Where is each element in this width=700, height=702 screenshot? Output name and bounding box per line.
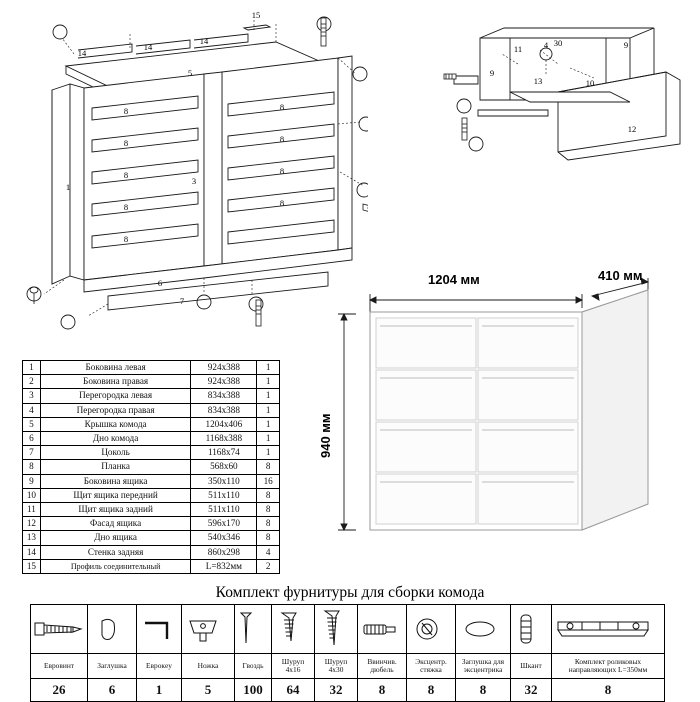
leg-icon	[182, 605, 235, 654]
part-number: 9	[23, 474, 41, 488]
svg-text:8: 8	[123, 170, 129, 180]
part-size: 1204х406	[191, 417, 257, 431]
parts-table	[22, 360, 280, 574]
product-dimension-illustration	[310, 268, 690, 568]
table-row	[23, 361, 280, 375]
part-number: 14	[23, 545, 41, 559]
svg-text:5: 5	[187, 68, 193, 78]
svg-text:11: 11	[513, 44, 523, 54]
part-qty: 8	[257, 517, 280, 531]
part-size: 1168х388	[191, 432, 257, 446]
table-row	[23, 432, 280, 446]
hardware-count: 100	[235, 679, 272, 702]
hardware-label-line2: стяжка	[420, 665, 442, 674]
slide-rail-icon	[552, 605, 665, 654]
hardware-count: 8	[552, 679, 665, 702]
hardware-label	[456, 654, 511, 679]
hardware-label: Еврокey	[137, 654, 182, 679]
part-name: Планка	[40, 460, 191, 474]
part-qty: 1	[257, 417, 280, 431]
table-row	[23, 503, 280, 517]
part-number: 2	[23, 375, 41, 389]
hardware-label: Шкант	[511, 654, 552, 679]
part-name: Боковина левая	[40, 361, 191, 375]
svg-text:12: 12	[627, 124, 637, 134]
hardware-label: Гвоздь	[235, 654, 272, 679]
part-qty: 1	[257, 375, 280, 389]
table-row	[23, 446, 280, 460]
hardware-count: 26	[31, 679, 88, 702]
hardware-count: 1	[137, 679, 182, 702]
svg-text:8: 8	[123, 106, 129, 116]
dimension-depth-label: 410 мм	[598, 268, 643, 283]
nail-icon	[235, 605, 272, 654]
part-qty: 1	[257, 432, 280, 446]
part-number: 13	[23, 531, 41, 545]
hardware-label-line2: эксцентрика	[463, 665, 503, 674]
table-row	[23, 389, 280, 403]
hardware-label-line2: дюбель	[370, 665, 394, 674]
part-size: 924х388	[191, 361, 257, 375]
part-qty: 1	[257, 403, 280, 417]
part-size: 834х388	[191, 403, 257, 417]
hardware-count: 32	[511, 679, 552, 702]
svg-text:9: 9	[623, 40, 629, 50]
part-name: Стенка задняя	[40, 545, 191, 559]
svg-text:15: 15	[251, 10, 261, 20]
hardware-count: 8	[456, 679, 511, 702]
svg-text:6: 6	[157, 278, 163, 288]
part-number: 3	[23, 389, 41, 403]
eccentric-cap-icon	[456, 605, 511, 654]
hardware-label-line1: Шуруп	[281, 656, 305, 666]
hardware-table	[30, 604, 665, 702]
hardware-kit-title: Комплект фурнитуры для сборки комода	[215, 584, 485, 601]
part-qty: 8	[257, 460, 280, 474]
hardware-label-line1: Комплект роликовых	[574, 656, 642, 666]
svg-text:1: 1	[65, 182, 71, 192]
part-qty: 1	[257, 361, 280, 375]
svg-text:14: 14	[77, 48, 87, 58]
hardware-label-line1: Шуруп	[324, 656, 348, 666]
hardware-label-line1: Заглушка для	[461, 656, 505, 666]
svg-text:8: 8	[279, 198, 285, 208]
table-row	[23, 488, 280, 502]
part-number: 15	[23, 559, 41, 573]
svg-text:30: 30	[553, 38, 563, 48]
part-name: Щит ящика задний	[40, 503, 191, 517]
part-name: Дно комода	[40, 432, 191, 446]
screw-4x16-icon	[272, 605, 315, 654]
part-size: 834х388	[191, 389, 257, 403]
svg-text:8: 8	[279, 134, 285, 144]
hardware-count: 32	[315, 679, 358, 702]
part-size: 511х110	[191, 503, 257, 517]
table-row	[23, 460, 280, 474]
svg-text:13: 13	[533, 76, 543, 86]
dowel-icon	[511, 605, 552, 654]
dimension-width-label: 1204 мм	[428, 272, 480, 287]
hardware-count: 8	[407, 679, 456, 702]
part-name: Фасад ящика	[40, 517, 191, 531]
part-number: 12	[23, 517, 41, 531]
part-number: 7	[23, 446, 41, 460]
svg-text:4: 4	[543, 40, 549, 50]
part-name: Перегородка правая	[40, 403, 191, 417]
hardware-label	[315, 654, 358, 679]
part-size: 1168х74	[191, 446, 257, 460]
part-size: 568х60	[191, 460, 257, 474]
part-number: 5	[23, 417, 41, 431]
part-size: L=832мм	[191, 559, 257, 573]
part-name: Боковина правая	[40, 375, 191, 389]
hardware-label-line1: Эксцентр.	[415, 656, 447, 666]
part-size: 350х110	[191, 474, 257, 488]
eccentric-icon	[407, 605, 456, 654]
part-number: 8	[23, 460, 41, 474]
part-number: 11	[23, 503, 41, 517]
part-name: Дно ящика	[40, 531, 191, 545]
part-qty: 2	[257, 559, 280, 573]
hardware-label	[407, 654, 456, 679]
hardware-label: Евровинт	[31, 654, 88, 679]
svg-text:7: 7	[179, 296, 185, 306]
hardware-labels-row	[31, 654, 665, 679]
hardware-count: 5	[182, 679, 235, 702]
hardware-label	[272, 654, 315, 679]
svg-text:8: 8	[279, 102, 285, 112]
part-name: Крышка комода	[40, 417, 191, 431]
part-number: 4	[23, 403, 41, 417]
part-qty: 4	[257, 545, 280, 559]
allen-key-icon	[137, 605, 182, 654]
part-qty: 8	[257, 503, 280, 517]
part-size: 860х298	[191, 545, 257, 559]
table-row	[23, 559, 280, 573]
part-number: 1	[23, 361, 41, 375]
part-name: Профиль соединительный	[40, 559, 191, 573]
part-number: 10	[23, 488, 41, 502]
part-name: Щит ящика передний	[40, 488, 191, 502]
hardware-label: Заглушка	[88, 654, 137, 679]
table-row	[23, 474, 280, 488]
cap-plug-icon	[88, 605, 137, 654]
hardware-label: Ножка	[182, 654, 235, 679]
hardware-label	[552, 654, 665, 679]
svg-text:9: 9	[489, 68, 495, 78]
part-qty: 8	[257, 531, 280, 545]
hardware-count: 64	[272, 679, 315, 702]
svg-text:3: 3	[191, 176, 197, 186]
svg-text:8: 8	[279, 166, 285, 176]
screw-4x30-icon	[315, 605, 358, 654]
hardware-label-line2: 4х16	[285, 665, 301, 674]
svg-text:10: 10	[585, 78, 595, 88]
table-row	[23, 517, 280, 531]
part-size: 540х346	[191, 531, 257, 545]
part-name: Перегородка левая	[40, 389, 191, 403]
svg-text:14: 14	[143, 42, 153, 52]
hardware-label-line2: 4х30	[328, 665, 344, 674]
table-row	[23, 375, 280, 389]
part-number: 6	[23, 432, 41, 446]
table-row	[23, 417, 280, 431]
svg-text:8: 8	[123, 202, 129, 212]
dimension-height-label: 940 мм	[318, 413, 333, 458]
hardware-icons-row	[31, 605, 665, 654]
part-size: 511х110	[191, 488, 257, 502]
part-qty: 1	[257, 446, 280, 460]
svg-text:8: 8	[123, 138, 129, 148]
hardware-label	[358, 654, 407, 679]
svg-text:8: 8	[123, 234, 129, 244]
part-qty: 16	[257, 474, 280, 488]
dowel-screw-icon	[358, 605, 407, 654]
hardware-counts-row	[31, 679, 665, 702]
exploded-drawer-drawing	[418, 14, 688, 164]
part-name: Боковина ящика	[40, 474, 191, 488]
table-row	[23, 531, 280, 545]
hardware-label-line2: направляющих L=350мм	[568, 665, 648, 674]
part-qty: 1	[257, 389, 280, 403]
svg-text:14: 14	[199, 36, 209, 46]
part-name: Цоколь	[40, 446, 191, 460]
table-row	[23, 545, 280, 559]
hardware-count: 6	[88, 679, 137, 702]
hardware-label-line1: Ввинчив.	[367, 656, 397, 666]
part-size: 924х388	[191, 375, 257, 389]
hardware-count: 8	[358, 679, 407, 702]
screw-euro-icon	[31, 605, 88, 654]
part-qty: 8	[257, 488, 280, 502]
part-size: 596х170	[191, 517, 257, 531]
table-row	[23, 403, 280, 417]
